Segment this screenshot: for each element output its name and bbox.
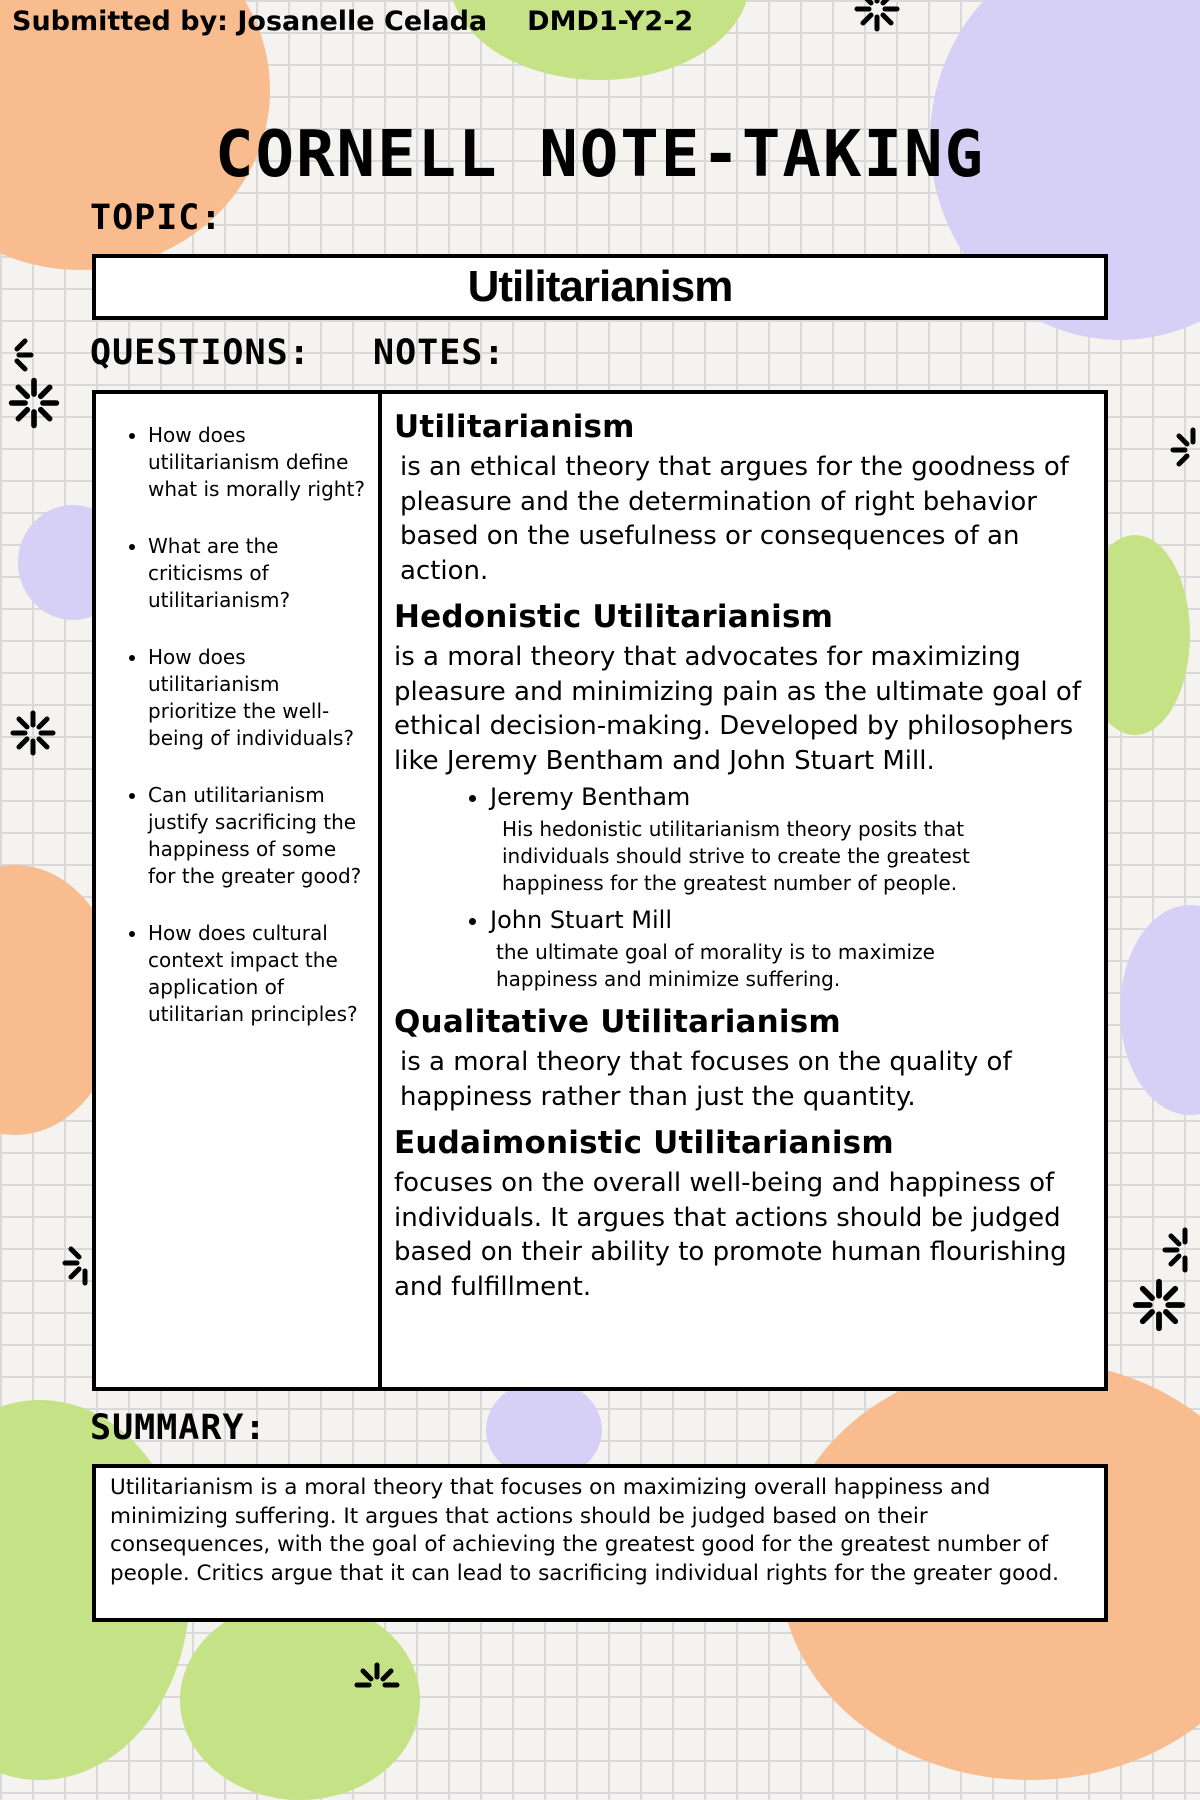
topic-value: Utilitarianism (467, 262, 733, 311)
sparkle-icon (1130, 1276, 1188, 1334)
note-heading: Qualitative Utilitarianism (394, 1004, 841, 1040)
note-body: is a moral theory that focuses on the quality of happiness rather than just the quantity. (400, 1047, 1012, 1112)
notes-column (394, 408, 1094, 1304)
philosopher-name: • Jeremy Bentham (490, 783, 691, 811)
note-section (394, 598, 1094, 993)
note-heading: Hedonistic Utilitarianism (394, 599, 834, 635)
summary-box (92, 1464, 1108, 1622)
philosopher-description: the ultimate goal of morality is to maximize happiness and minimize suffering. (496, 940, 935, 991)
sparkle-icon (6, 375, 62, 431)
question-item: • Can utilitarianism justify sacrificing the happiness of some for the greater good? (148, 782, 366, 890)
note-section (394, 1003, 1094, 1114)
sparkle-icon (1168, 425, 1200, 475)
sparkle-icon (1160, 1225, 1200, 1275)
questions-list (120, 422, 366, 1028)
note-section (394, 408, 1094, 588)
philosopher-item (490, 782, 1094, 897)
cornell-notes-table (92, 390, 1108, 1391)
sparkle-icon (352, 1660, 402, 1710)
topic-box (92, 254, 1108, 320)
question-item: • How does utilitarianism prioritize the well-being of individuals? (148, 644, 366, 752)
class-code: DMD1-Y2-2 (527, 6, 694, 37)
question-item: • How does utilitarianism define what is morally right? (148, 422, 366, 503)
submitted-by-line (12, 6, 693, 37)
lavender-blob-right-mid (1120, 905, 1200, 1115)
note-heading: Utilitarianism (394, 409, 635, 445)
sparkle-icon (852, 0, 902, 34)
submitted-by: Submitted by: Josanelle Celada (12, 6, 488, 37)
sparkle-icon (0, 330, 36, 380)
page-title: CORNELL NOTE-TAKING (214, 118, 986, 192)
note-heading: Eudaimonistic Utilitarianism (394, 1125, 894, 1161)
philosopher-name: • John Stuart Mill (490, 906, 672, 934)
philosopher-description: His hedonistic utilitarianism theory posits that individuals should strive to create the greatest happiness for the greatest number of people. (502, 817, 970, 895)
note-section (394, 1124, 1094, 1304)
note-body: is a moral theory that advocates for maximizing pleasure and minimizing pain as the ultimate goal of ethical decision-making. Developed by philosophers like Jeremy Bentham and John Stuart Mill. (394, 642, 1081, 776)
question-item: • What are the criticisms of utilitarianism? (148, 533, 366, 614)
note-body: is an ethical theory that argues for the goodness of pleasure and the determination of right behavior based on the usefulness or consequences of an action. (400, 452, 1069, 586)
philosopher-list (394, 782, 1094, 993)
topic-label: TOPIC: (90, 198, 223, 238)
sparkle-icon (8, 708, 58, 758)
column-divider (378, 394, 382, 1387)
question-item: • How does cultural context impact the application of utilitarian principles? (148, 920, 366, 1028)
notes-label: NOTES: (373, 333, 506, 373)
questions-label: QUESTIONS: (90, 333, 311, 373)
summary-label: SUMMARY: (90, 1408, 267, 1448)
philosopher-item (490, 905, 1094, 993)
note-body: focuses on the overall well-being and happiness of individuals. It argues that actions should be judged based on their ability to promote human flourishing and fulfillment. (394, 1168, 1067, 1302)
summary-text: Utilitarianism is a moral theory that focuses on maximizing overall happiness and minimizing suffering. It argues that actions should be judged based on their consequences, with the goal of achieving the greatest good for the greatest number of people. Critics argue that it can lead to sacrificing individual rights for the greater good. (110, 1475, 1059, 1586)
